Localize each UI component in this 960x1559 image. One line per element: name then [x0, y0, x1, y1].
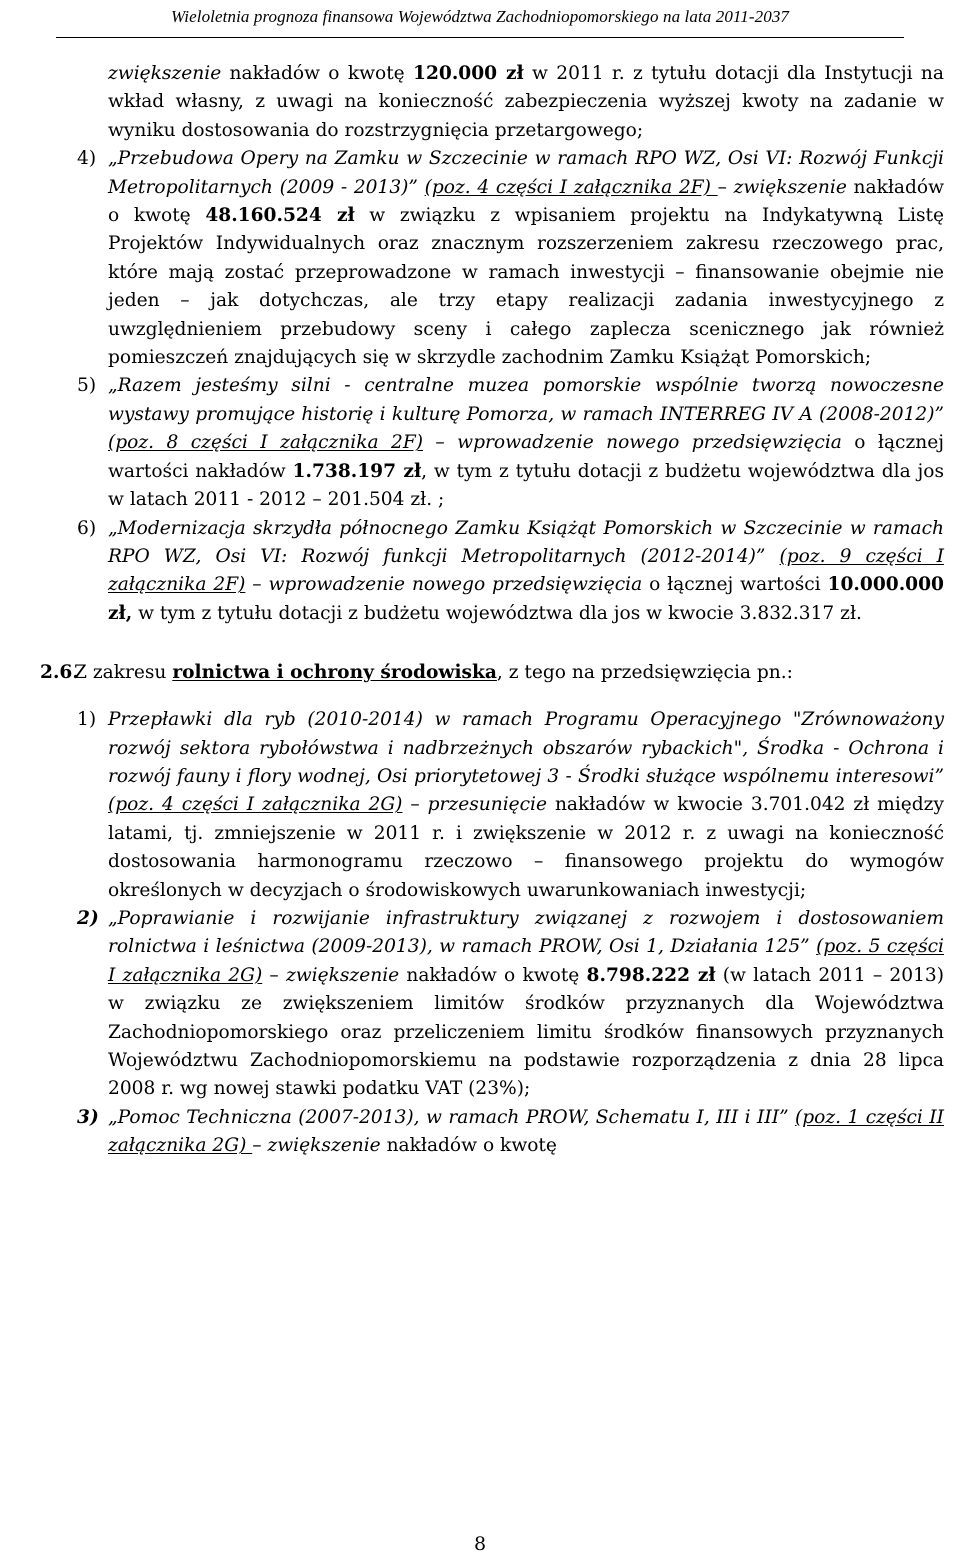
item-number: 2) — [77, 907, 99, 929]
dash: – — [245, 574, 269, 596]
section-topic: rolnictwa i ochrony środowiska — [172, 662, 497, 684]
section-text-a: Z zakresu — [74, 662, 173, 684]
continuation-paragraph — [0, 60, 960, 145]
text-b: , w tym z tytułu dotacji z budżetu województwa dla jos w latach 2011 - 2012 – 201.504 zł. ; — [108, 460, 945, 511]
amount: 1.738.197 zł — [292, 460, 422, 482]
project-title: „Przebudowa Opery na Zamku w Szczecinie w ramach RPO WZ, Osi VI: Rozwój Funkcji Metropolitarnych (2009 - 2013)” — [108, 148, 944, 198]
document-body — [0, 60, 960, 1161]
text-a: nakładów w kwocie 3.701.042 zł między latami, tj. zmniejszenie w 2011 r. i zwiększenie w 2012 r. z uwagi na konieczność dostosowania harmonogramu rzeczowo – finansowego projektu do wymogów określonych w decyzjach o środowiskowych uwarunkowaniach inwestycji; — [108, 794, 944, 901]
dash: – — [402, 794, 428, 816]
section-2-6-heading — [0, 659, 960, 687]
continuation-action: zwiększenie — [108, 63, 222, 84]
action: zwiększenie — [733, 176, 847, 198]
page-header — [56, 0, 904, 38]
list-item-b1 — [0, 706, 960, 905]
section-number: 2.6. — [40, 662, 79, 684]
action: wprowadzenie nowego przedsięwzięcia — [268, 574, 643, 596]
text-a: nakładów o kwotę — [399, 964, 587, 986]
continuation-text-b: w 2011 r. z tytułu dotacji dla Instytucji na wkład własny, z uwagi na konieczność zabezpieczenia wyższej kwoty na zadanie w wyniku dostosowania do rozstrzygnięcia przetargowego; — [108, 63, 944, 141]
list-item-5 — [0, 372, 960, 514]
continuation-amount: 120.000 zł — [413, 63, 524, 84]
project-title: „Pomoc Techniczna (2007-2013), w ramach PROW, Schematu I, III i III” — [108, 1106, 789, 1128]
project-title: „Poprawianie i rozwijanie infrastruktury związanej z rozwojem i dostosowaniem rolnictwa i leśnictwa (2009-2013), w ramach PROW, Osi 1, Działania 125” — [108, 907, 944, 958]
text-a: o łącznej wartości — [642, 574, 828, 596]
item-number: 5) — [77, 375, 97, 397]
action: zwiększenie — [285, 964, 400, 986]
dash: – — [717, 176, 734, 198]
dash: – — [423, 432, 458, 454]
project-ref: (poz. 9 części I załącznika 2F) — [108, 545, 944, 596]
header-title: Wieloletnia prognoza finansowa Województwa Zachodniopomorskiego na lata 2011-2037 — [170, 7, 790, 26]
section-text-b: , z tego na przedsięwzięcia pn.: — [496, 662, 793, 684]
text-b: w związku z wpisaniem projektu na Indykatywną Listę Projektów Indywidualnych oraz znacznym rozszerzeniem zakresu rzeczowego prac, które mają zostać przeprowadzone w ramach inwestycji – finansowanie obejmie nie jeden – jak dotychczas, ale trzy etapy realizacji zadania inwestycyjnego z uwzględnieniem przebudowy sceny i całego zaplecza scenicznego jak również pomieszczeń znajdujących się w skrzydle zachodnim Zamku Książąt Pomorskich; — [108, 205, 944, 369]
project-ref: (poz. 4 części I załącznika 2G) — [108, 794, 403, 816]
dash: – — [262, 964, 286, 986]
list-item-6 — [0, 515, 960, 629]
page-number: 8 — [473, 1533, 487, 1555]
item-number: 6) — [77, 517, 97, 539]
project-title: „Razem jesteśmy silni - centralne muzea pomorskie wspólnie tworzą nowoczesne wystawy promujące historię i kulturę Pomorza, w ramach INTERREG IV A (2008-2012)” — [108, 375, 944, 425]
text-a: o łącznej wartości nakładów — [108, 432, 944, 482]
text-a: nakładów o kwotę — [380, 1135, 557, 1157]
project-title: „Modernizacja skrzydła północnego Zamku Książąt Pomorskich w Szczecinie w ramach RPO WZ, Osi VI: Rozwój funkcji Metropolitarnych (2012-2014)” — [108, 517, 944, 567]
project-title: Przepławki dla ryb (2010-2014) w ramach Programu Operacyjnego "Zrównoważony rozwój sektora rybołówstwa i nadbrzeżnych obszarów rybackich", Środka - Ochrona i rozwój fauny i flory wodnej, Osi priorytetowej 3 - Środki służące wspólnemu interesowi” — [108, 709, 944, 787]
project-ref: (poz. 5 części I załącznika 2G) — [108, 936, 945, 986]
item-number: 1) — [77, 709, 97, 731]
amount: 48.160.524 zł — [205, 205, 355, 227]
dash: – — [252, 1135, 268, 1157]
text-b: w tym z tytułu dotacji z budżetu województwa dla jos w kwocie 3.832.317 zł. — [132, 602, 862, 624]
list-item-b3 — [0, 1104, 960, 1161]
action: zwiększenie — [267, 1135, 381, 1157]
amount: 8.798.222 zł — [586, 964, 716, 986]
amount: 10.000.000 zł, — [108, 574, 944, 624]
text-a: nakładów o kwotę — [108, 176, 944, 227]
project-ref: (poz. 4 części I załącznika 2F) — [424, 176, 718, 198]
list-item-b2 — [0, 905, 960, 1104]
project-ref: (poz. 8 części I załącznika 2F) — [108, 432, 423, 454]
project-ref: (poz. 1 części II załącznika 2G) — [108, 1106, 944, 1157]
continuation-text-a: nakładów o kwotę — [221, 63, 413, 84]
list-item-4 — [0, 145, 960, 372]
action: przesunięcie — [427, 794, 548, 816]
text-b: (w latach 2011 – 2013) w związku ze zwiększeniem limitów środków przyznanych dla Województwa Zachodniopomorskiego oraz przeliczeniem limitu środków finansowych przyznanych Województwu Zachodniopomorskiemu na podstawie rozporządzenia z dnia 28 lipca 2008 r. wg nowej stawki podatku VAT (23%); — [108, 964, 944, 1100]
item-number: 3) — [77, 1106, 99, 1128]
action: wprowadzenie nowego przedsięwzięcia — [457, 432, 842, 454]
item-number: 4) — [77, 148, 97, 170]
